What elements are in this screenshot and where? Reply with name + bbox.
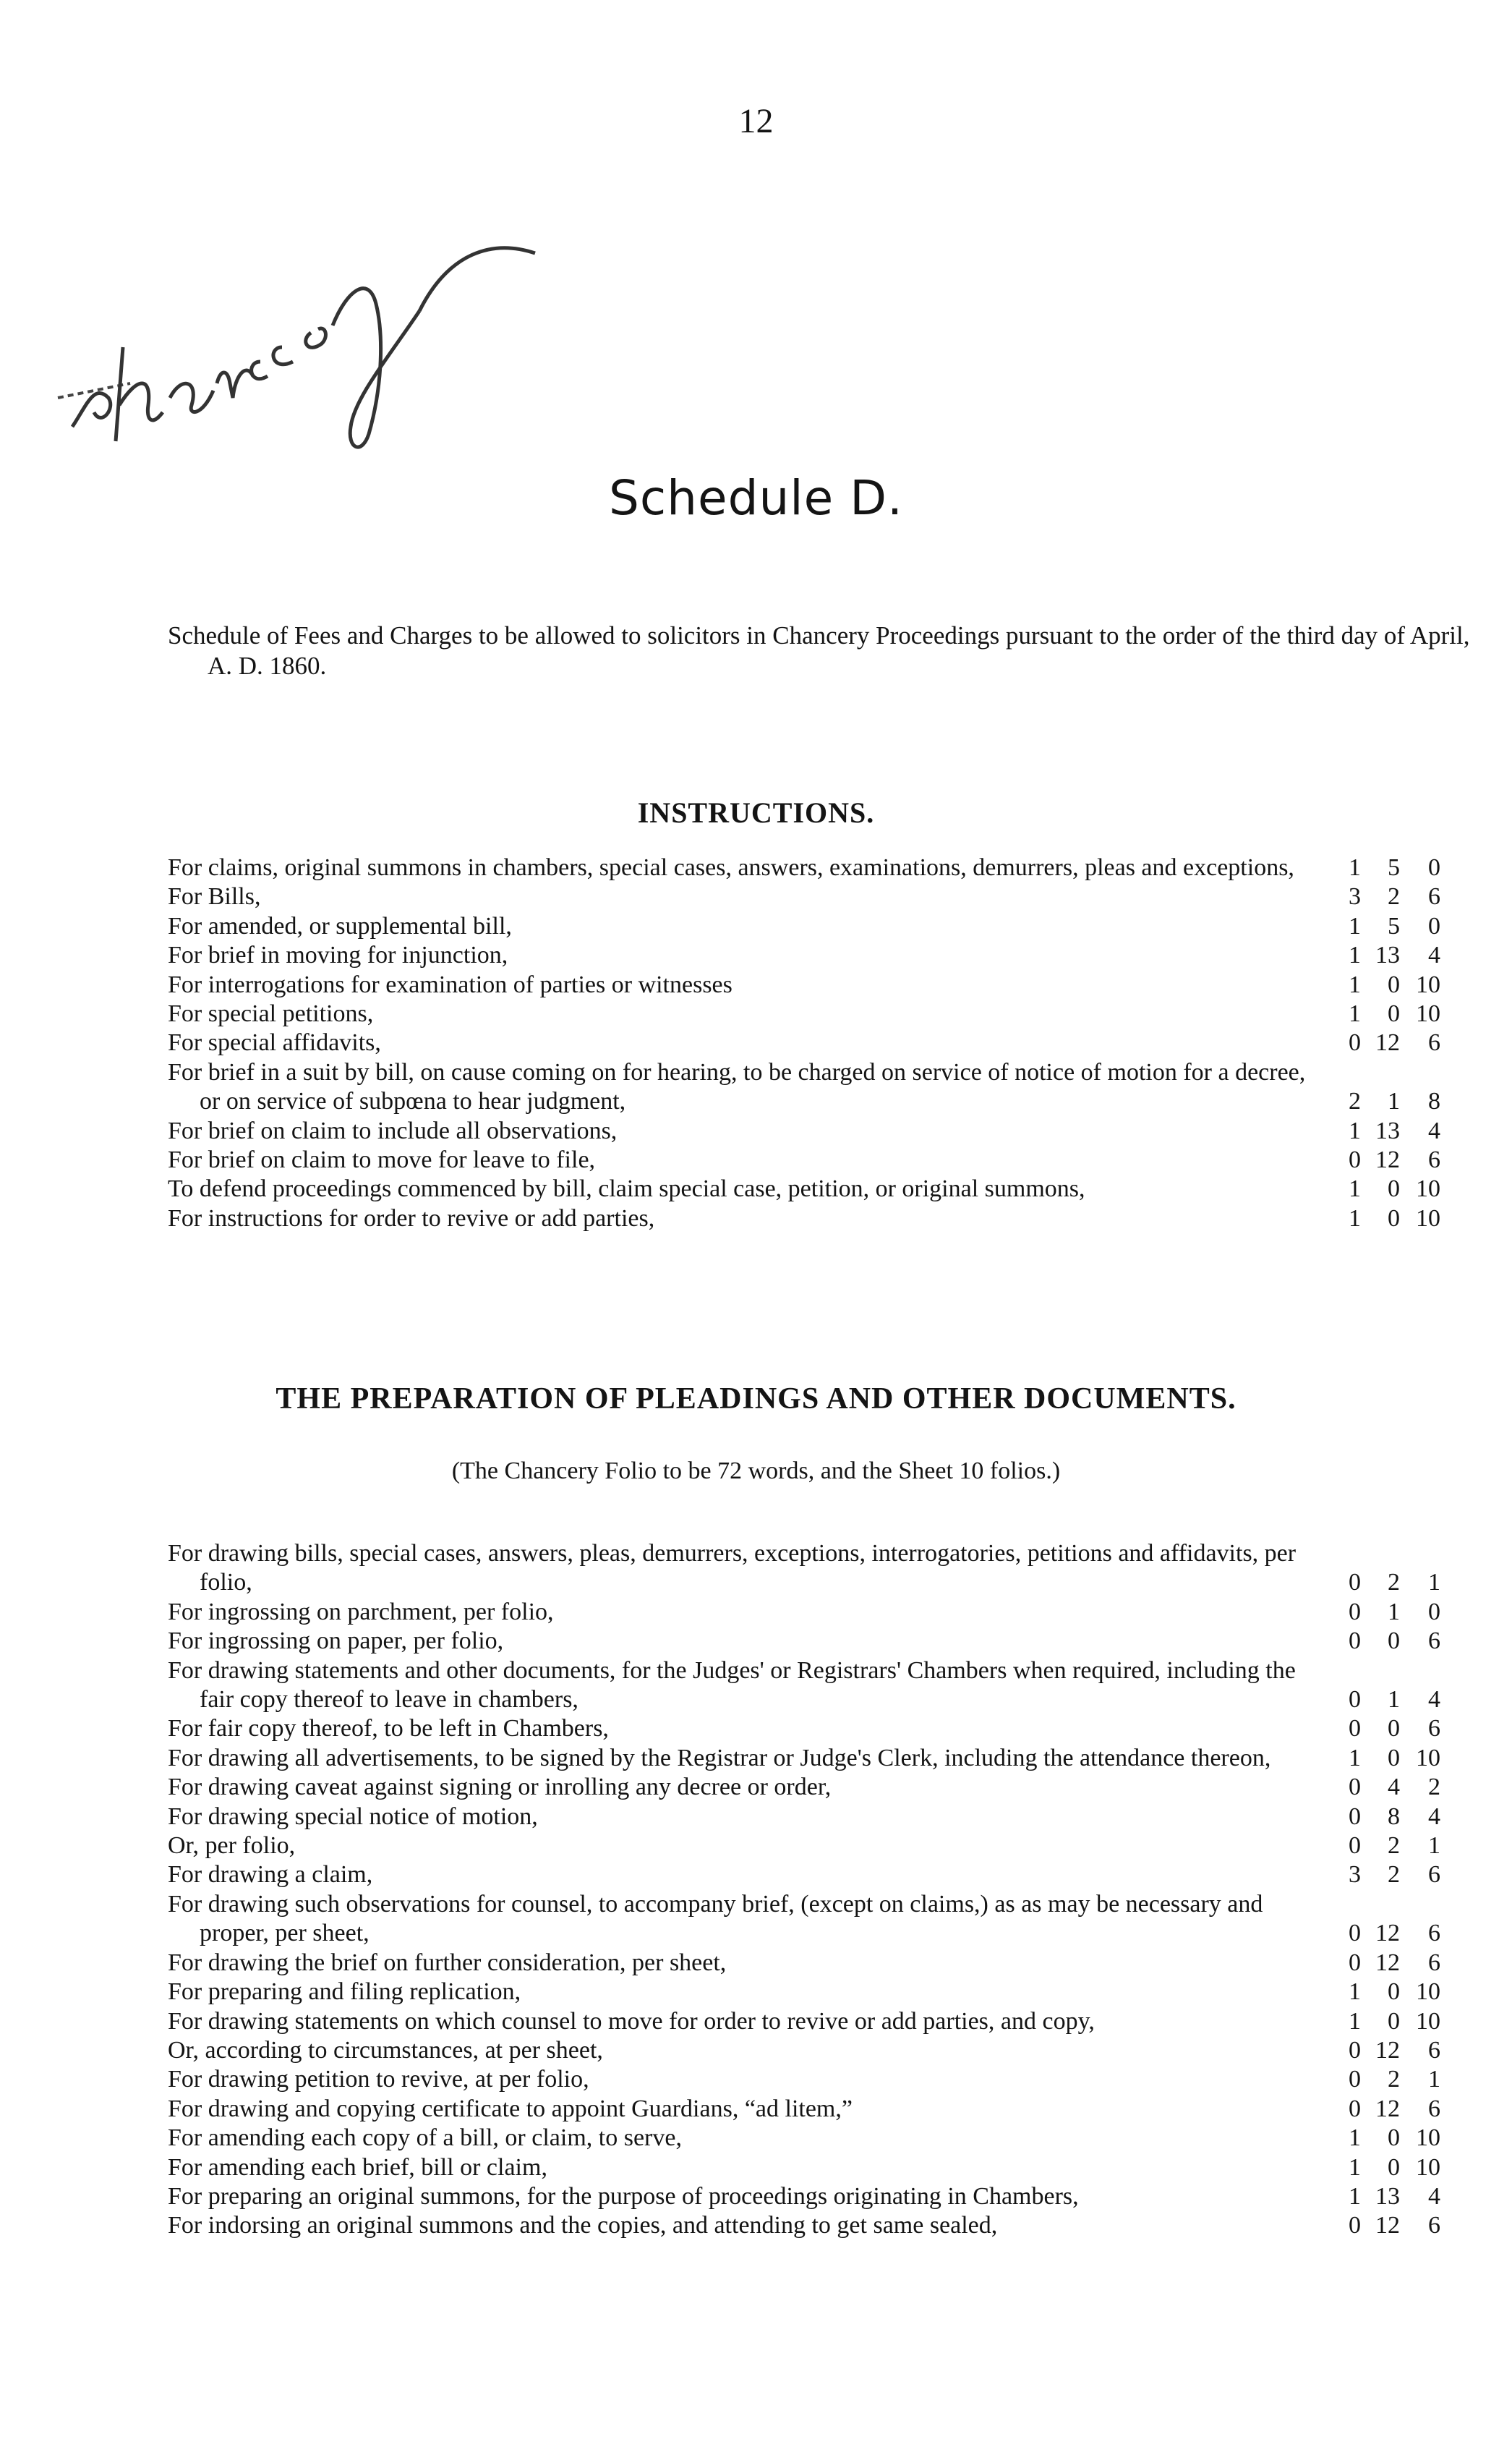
fee-entry — [168, 1058, 1440, 1117]
shillings: 1 — [1388, 1088, 1400, 1115]
pounds: 1 — [1349, 2153, 1361, 2181]
shillings: 0 — [1388, 1978, 1400, 2006]
pounds: 0 — [1349, 1029, 1361, 1057]
handwritten-chancery-signature — [43, 166, 550, 470]
shillings: 5 — [1388, 912, 1400, 940]
pounds: 0 — [1349, 1598, 1361, 1625]
entry-amount — [1310, 1831, 1440, 1860]
pounds: 1 — [1349, 854, 1361, 881]
fee-entry — [168, 2153, 1440, 2182]
pence: 4 — [1428, 1117, 1440, 1144]
pounds: 1 — [1349, 912, 1361, 940]
pence: 2 — [1428, 1774, 1440, 1801]
fee-entry — [168, 912, 1440, 941]
fee-entry — [168, 1117, 1440, 1146]
pounds: 0 — [1349, 1569, 1361, 1596]
entry-text: For fair copy thereof, to be left in Chambers, — [168, 1715, 609, 1742]
entry-amount — [1310, 912, 1440, 941]
entry-text: For special affidavits, — [168, 1029, 381, 1057]
entry-text: For drawing such observations for counsel, to accompany brief, (except on claims,) as as may be necessary and proper, per sheet, — [168, 1890, 1263, 1947]
fee-entry — [168, 941, 1440, 970]
entry-amount — [1310, 2211, 1440, 2240]
pence: 1 — [1428, 1569, 1440, 1596]
entry-text: For drawing petition to revive, at per folio, — [168, 2066, 589, 2093]
pence: 6 — [1428, 1715, 1440, 1742]
entry-amount — [1310, 882, 1440, 911]
schedule-title: Schedule D. — [608, 470, 904, 526]
entry-amount — [1310, 2007, 1440, 2036]
fee-entry — [168, 1029, 1440, 1057]
pence: 6 — [1428, 1029, 1440, 1057]
shillings: 13 — [1375, 1117, 1400, 1144]
pence: 10 — [1416, 2153, 1440, 2181]
pence: 6 — [1428, 2036, 1440, 2064]
entry-text: For special petitions, — [168, 1000, 374, 1028]
pence: 10 — [1416, 2124, 1440, 2152]
entry-text: For claims, original summons in chambers, special cases, answers, examinations, demurrers, pleas and exceptions, — [168, 854, 1294, 881]
entry-amount — [1310, 2095, 1440, 2124]
entry-amount — [1310, 1087, 1440, 1116]
shillings: 0 — [1388, 1000, 1400, 1028]
entry-text: Or, according to circumstances, at per sheet, — [168, 2036, 603, 2064]
fee-entry — [168, 1598, 1440, 1627]
fee-entry — [168, 1744, 1440, 1773]
shillings: 12 — [1375, 2095, 1400, 2122]
entry-amount — [1310, 854, 1440, 882]
entry-text: For drawing statements and other documents, for the Judges' or Registrars' Chambers when required, including the fair copy thereof to leave in chambers, — [168, 1656, 1296, 1714]
entry-amount — [1310, 2124, 1440, 2153]
pounds: 0 — [1349, 2066, 1361, 2093]
entry-amount — [1310, 2153, 1440, 2182]
fee-entry — [168, 1978, 1440, 2006]
pence: 6 — [1428, 1920, 1440, 1947]
fee-entry — [168, 1890, 1440, 1949]
pence: 6 — [1428, 1146, 1440, 1174]
shillings: 0 — [1388, 1744, 1400, 1771]
fee-entry — [168, 2182, 1440, 2211]
shillings: 2 — [1388, 2066, 1400, 2093]
entry-text: For ingrossing on parchment, per folio, — [168, 1598, 554, 1625]
pounds: 0 — [1349, 1920, 1361, 1947]
pounds: 1 — [1349, 971, 1361, 998]
pounds: 1 — [1349, 1204, 1361, 1232]
entry-text: For ingrossing on paper, per folio, — [168, 1627, 504, 1655]
entry-text: For amended, or supplemental bill, — [168, 912, 512, 940]
pounds: 1 — [1349, 1744, 1361, 1771]
folio-note: (The Chancery Folio to be 72 words, and the Sheet 10 folios.) — [451, 1457, 1061, 1484]
pounds: 3 — [1349, 1861, 1361, 1889]
pounds: 1 — [1349, 1978, 1361, 2006]
entry-text: For drawing caveat against signing or inrolling any decree or order, — [168, 1774, 832, 1801]
shillings: 12 — [1375, 1029, 1400, 1057]
fee-entry — [168, 1204, 1440, 1233]
shillings: 2 — [1388, 1569, 1400, 1596]
fee-entry — [168, 1803, 1440, 1831]
fee-entry — [168, 2095, 1440, 2124]
entry-amount — [1310, 1117, 1440, 1146]
fee-entry — [168, 1714, 1440, 1743]
shillings: 12 — [1375, 1949, 1400, 1976]
entry-text: For drawing a claim, — [168, 1861, 373, 1889]
entry-text: For amending each brief, bill or claim, — [168, 2153, 547, 2181]
shillings: 13 — [1375, 2182, 1400, 2210]
fee-entry — [168, 854, 1440, 882]
fee-entry — [168, 2124, 1440, 2153]
fee-entry — [168, 2211, 1440, 2240]
entry-text: For amending each copy of a bill, or claim, to serve, — [168, 2124, 682, 2152]
fee-entry — [168, 1146, 1440, 1175]
entry-text: For drawing statements on which counsel to move for order to revive or add parties, and copy, — [168, 2007, 1095, 2035]
pounds: 0 — [1349, 1774, 1361, 1801]
entry-text: For interrogations for examination of parties or witnesses — [168, 971, 732, 998]
shillings: 0 — [1388, 971, 1400, 998]
entry-text: For Bills, — [168, 883, 261, 911]
entry-amount — [1310, 2182, 1440, 2211]
entry-amount — [1310, 1860, 1440, 1889]
entry-text: For drawing and copying certificate to appoint Guardians, “ad litem,” — [168, 2095, 853, 2122]
shillings: 0 — [1388, 2007, 1400, 2035]
pence: 10 — [1416, 2007, 1440, 2035]
entry-amount — [1310, 1949, 1440, 1978]
entry-text: For brief on claim to move for leave to file, — [168, 1146, 596, 1174]
pounds: 1 — [1349, 1000, 1361, 1028]
pounds: 0 — [1349, 1949, 1361, 1976]
pence: 6 — [1428, 2212, 1440, 2239]
pence: 0 — [1428, 912, 1440, 940]
pence: 4 — [1428, 942, 1440, 969]
entry-text: For preparing an original summons, for the purpose of proceedings originating in Chambers, — [168, 2182, 1079, 2210]
shillings: 0 — [1388, 1204, 1400, 1232]
pence: 1 — [1428, 2066, 1440, 2093]
preparation-heading: THE PREPARATION OF PLEADINGS AND OTHER DOCUMENTS. — [276, 1382, 1236, 1416]
entry-amount — [1310, 1744, 1440, 1773]
shillings: 0 — [1388, 1715, 1400, 1742]
pence: 4 — [1428, 1686, 1440, 1714]
entry-amount — [1310, 941, 1440, 970]
instructions-heading: INSTRUCTIONS. — [637, 796, 875, 829]
pence: 10 — [1416, 971, 1440, 998]
shillings: 13 — [1375, 942, 1400, 969]
pence: 6 — [1428, 2095, 1440, 2122]
fee-entry — [168, 1627, 1440, 1656]
entry-amount — [1310, 1803, 1440, 1831]
pence: 6 — [1428, 883, 1440, 911]
pounds: 2 — [1349, 1088, 1361, 1115]
fee-entry — [168, 2065, 1440, 2094]
entry-amount — [1310, 1175, 1440, 1204]
entry-amount — [1310, 971, 1440, 1000]
entry-text: For indorsing an original summons and the copies, and attending to get same sealed, — [168, 2212, 998, 2239]
pounds: 0 — [1349, 1803, 1361, 1830]
pence: 10 — [1416, 1978, 1440, 2006]
pounds: 1 — [1349, 1117, 1361, 1144]
entry-text: For preparing and filing replication, — [168, 1978, 521, 2006]
intro-paragraph: Schedule of Fees and Charges to be allowed to solicitors in Chancery Proceedings pursuant to the order of the third day of April, A. D. 1860. — [168, 621, 1470, 680]
pounds: 0 — [1349, 1832, 1361, 1860]
pounds: 0 — [1349, 1627, 1361, 1655]
entry-text: For instructions for order to revive or add parties, — [168, 1204, 655, 1232]
pounds: 1 — [1349, 2007, 1361, 2035]
pounds: 1 — [1349, 1175, 1361, 1203]
entry-text: For brief in moving for injunction, — [168, 942, 508, 969]
shillings: 0 — [1388, 1175, 1400, 1203]
fee-entry — [168, 1773, 1440, 1802]
entry-amount — [1310, 1773, 1440, 1802]
pounds: 1 — [1349, 2124, 1361, 2152]
entry-amount — [1310, 1029, 1440, 1057]
entry-text: For drawing bills, special cases, answers, pleas, demurrers, exceptions, interrogatories, petitions and affidavits, per folio, — [168, 1540, 1297, 1596]
entry-text: For brief on claim to include all observations, — [168, 1117, 618, 1144]
pence: 4 — [1428, 2182, 1440, 2210]
fee-entry — [168, 1000, 1440, 1029]
instructions-list — [168, 854, 1440, 1233]
entry-text: To defend proceedings commenced by bill, claim special case, petition, or original summons, — [168, 1175, 1085, 1203]
entry-text: For brief in a suit by bill, on cause coming on for hearing, to be charged on service of notice of motion for a decree, or on service of subpœna to hear judgment, — [168, 1058, 1306, 1115]
shillings: 12 — [1375, 1146, 1400, 1174]
shillings: 1 — [1388, 1598, 1400, 1625]
pence: 6 — [1428, 1861, 1440, 1889]
entry-text: For drawing the brief on further consideration, per sheet, — [168, 1949, 727, 1976]
fee-entry — [168, 1656, 1440, 1715]
shillings: 5 — [1388, 854, 1400, 881]
pounds: 1 — [1349, 942, 1361, 969]
fee-entry — [168, 1949, 1440, 1978]
pence: 10 — [1416, 1744, 1440, 1771]
entry-amount — [1310, 1714, 1440, 1743]
shillings: 2 — [1388, 1832, 1400, 1860]
entry-amount — [1310, 2065, 1440, 2094]
pence: 0 — [1428, 854, 1440, 881]
pence: 8 — [1428, 1088, 1440, 1115]
pounds: 0 — [1349, 1686, 1361, 1714]
shillings: 0 — [1388, 2153, 1400, 2181]
pounds: 0 — [1349, 2036, 1361, 2064]
pence: 10 — [1416, 1204, 1440, 1232]
page-number: 12 — [738, 102, 774, 140]
entry-amount — [1310, 1978, 1440, 2006]
pounds: 1 — [1349, 2182, 1361, 2210]
fee-entry — [168, 1860, 1440, 1889]
entry-text: Or, per folio, — [168, 1832, 296, 1860]
fee-entry — [168, 882, 1440, 911]
pence: 10 — [1416, 1175, 1440, 1203]
entry-amount — [1310, 2036, 1440, 2065]
pounds: 0 — [1349, 2095, 1361, 2122]
fee-entry — [168, 2036, 1440, 2065]
pence: 6 — [1428, 1627, 1440, 1655]
shillings: 12 — [1375, 1920, 1400, 1947]
shillings: 0 — [1388, 1627, 1400, 1655]
entry-amount — [1310, 1204, 1440, 1233]
fee-entry — [168, 1831, 1440, 1860]
entry-amount — [1310, 1000, 1440, 1029]
pence: 4 — [1428, 1803, 1440, 1830]
entry-amount — [1310, 1146, 1440, 1175]
pence: 1 — [1428, 1832, 1440, 1860]
pounds: 0 — [1349, 2212, 1361, 2239]
pence: 0 — [1428, 1598, 1440, 1625]
pence: 6 — [1428, 1949, 1440, 1976]
entry-text: For drawing all advertisements, to be signed by the Registrar or Judge's Clerk, including the attendance thereon, — [168, 1744, 1271, 1771]
shillings: 12 — [1375, 2212, 1400, 2239]
entry-amount — [1310, 1627, 1440, 1656]
preparation-list — [168, 1539, 1440, 2241]
entry-amount — [1310, 1919, 1440, 1948]
shillings: 12 — [1375, 2036, 1400, 2064]
entry-text: For drawing special notice of motion, — [168, 1803, 538, 1830]
shillings: 8 — [1388, 1803, 1400, 1830]
pounds: 0 — [1349, 1715, 1361, 1742]
shillings: 4 — [1388, 1774, 1400, 1801]
fee-entry — [168, 2007, 1440, 2036]
fee-entry — [168, 1539, 1440, 1598]
fee-entry — [168, 971, 1440, 1000]
entry-amount — [1310, 1568, 1440, 1597]
entry-amount — [1310, 1598, 1440, 1627]
shillings: 2 — [1388, 1861, 1400, 1889]
shillings: 2 — [1388, 883, 1400, 911]
pence: 10 — [1416, 1000, 1440, 1028]
pounds: 3 — [1349, 883, 1361, 911]
pounds: 0 — [1349, 1146, 1361, 1174]
entry-amount — [1310, 1685, 1440, 1714]
shillings: 1 — [1388, 1686, 1400, 1714]
fee-entry — [168, 1175, 1440, 1204]
shillings: 0 — [1388, 2124, 1400, 2152]
